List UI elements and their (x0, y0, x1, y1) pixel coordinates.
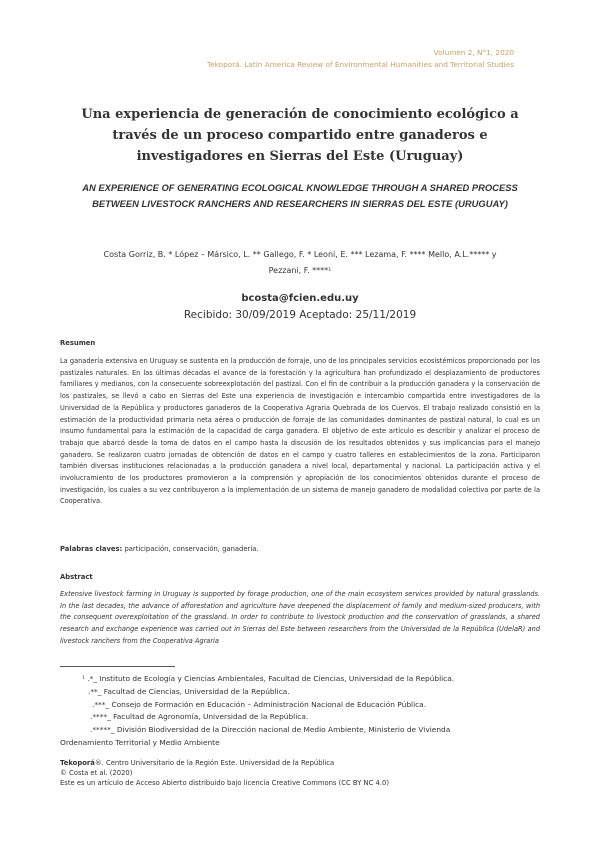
footer-journal (60, 758, 389, 768)
resumen-text: La ganadería extensiva en Uruguay se sustenta en la producción de forraje, uno de los principales servicios ecosistémicos proporcionado por los pastizales naturales. En las últimas décadas el avance de la forestación y la agricultura han profundizado el desplazamiento de productores familiares y medianos, con la consecuente sobreexplotación del pastizal. Con el fin de contribuir a la producción ganadera y la conservación de los pastizales, se llevó a cabo en Sierras del Este una experiencia de investigación e intercambio compartida entre investigadores de la Universidad de la República y productores ganaderos de la Cooperativa Agraria Quebrada de los Cuervos. El trabajo realizado consistió en la estimación de la productividad primaria neta aérea o producción de forraje de las comunidades dominantes de pastizal natural, lo cual es un insumo fundamental para la estimación de la capacidad de carga ganadera. El objetivo de este artículo es describir y analizar el proceso de trabajo que abarcó desde la toma de datos en el campo hasta la discusión de los resultados obtenidos y sus implicancias para el manejo ganadero. Se realizaron cuatro jornadas de obtención de datos en el campo y cuatro talleres en establecimientos de la zona. Participaron también diversas instituciones relacionadas a la producción ganadera a nivel local, departamental y nacional. La participación activa y el involucramiento de los productores promovieron a la comprensión y apropiación de los conocimientos obtenidos durante el proceso de investigación, los cuales a su vez contribuyeron a la implementación de un sistema de manejo ganadero de modalidad colectiva por parte de la Cooperativa. (60, 357, 540, 506)
keywords (60, 545, 259, 553)
author-list: Costa Gorriz, B. * López – Mársico, L. ** Gallego, F. * Leoni, E. *** Lezama, F. **** Mello, A.L.***** y Pezzani, F. ****¹ (103, 250, 497, 275)
abstract-heading: Abstract (60, 573, 93, 581)
received-accepted-dates: Recibido: 30/09/2019 Aceptado: 25/11/2019 (183, 309, 417, 321)
footer-copyright: © Costa et al. (2020) (60, 769, 133, 777)
footer-license: Este es un artículo de Acceso Abierto distribuido bajo licencia Creative Commons (CC BY NC 4.0) (60, 779, 389, 787)
footer-journal-name: Tekoporá (60, 759, 95, 767)
footnote-item: .**_ Facultad de Ciencias, Universidad de la República. (88, 686, 290, 696)
title-spanish: Una experiencia de generación de conocimiento ecológico a través de un proceso compartido entre ganaderos e investigadores en Sierras del Este (Uruguay) (81, 107, 519, 164)
resumen-heading: Resumen (60, 339, 96, 347)
footnote-item: Ordenamiento Territorial y Medio Ambiente (60, 737, 220, 747)
page-footer (60, 758, 389, 788)
footnote-item: .*****_ División Biodiversidad de la Dirección nacional de Medio Ambiente, Ministerio de Vivienda (90, 725, 451, 735)
footnote-item: .****_ Facultad de Agronomía, Universidad de la República. (90, 712, 309, 722)
title-english: AN EXPERIENCE OF GENERATING ECOLOGICAL KNOWLEDGE THROUGH A SHARED PROCESS BETWEEN LIVESTOCK RANCHERS AND RESEARCHERS IN SIERRAS DEL ESTE (URUGUAY) (82, 182, 518, 209)
abstract-text: Extensive livestock farming in Uruguay is supported by forage production, one of the main ecosystem services provided by natural grasslands. In the last decades, the advance of afforestation and agriculture have deepened the displacement of family and medium-sized producers, with the consequent overexploitation of the grassland. In order to contribute to livestock production and the conservation of grasslands, a shared research and exchange experience was carried out in Sierras del Este between researchers from the Universidad de la República (UdelaR) and livestock ranchers from the Cooperativa Agraria (60, 590, 540, 645)
keywords-label: Palabras claves: (60, 545, 123, 553)
footnotes (60, 673, 530, 750)
keywords-text: participación, conservación, ganadería. (122, 545, 259, 553)
journal-name: Tekoporá. Latin America Review of Environmental Humanities and Territorial Studies (207, 60, 514, 69)
footnote-divider (60, 666, 175, 667)
footnote-item: .***_ Consejo de Formación en Educación – Administración Nacional de Educación Pública. (92, 699, 427, 709)
journal-volume: Volumen 2, N°1, 2020 (433, 48, 514, 57)
contact-email: bcosta@fcien.edu.uy (241, 293, 359, 304)
footer-journal-rest: ®. Centro Universitario de la Región Este. Universidad de la República (94, 759, 335, 767)
footnote-item: ¹ .*_ Instituto de Ecología y Ciencias Ambientales, Facultad de Ciencias, Universidad de la República. (82, 674, 455, 683)
